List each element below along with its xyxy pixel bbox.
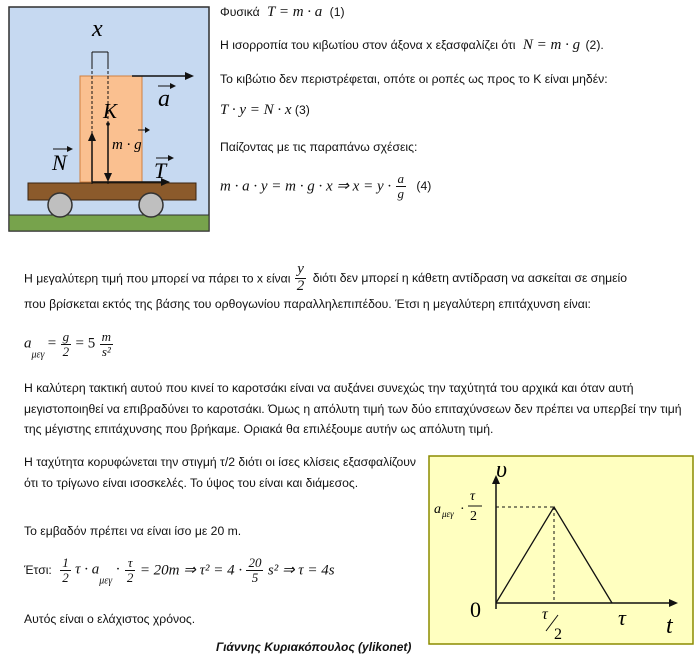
label-mg: m · g <box>112 137 142 153</box>
label-K: K <box>103 99 118 123</box>
label-t: t <box>666 613 673 639</box>
tau-half-num: τ <box>125 556 136 571</box>
twenty-fifths-den: 5 <box>251 569 259 585</box>
middle-line-1 <box>24 262 627 295</box>
label-amax-sub: μεγ <box>442 509 454 519</box>
amax-frac-den: 2 <box>62 343 70 359</box>
eq1-number: (1) <box>329 5 345 19</box>
label-x: x <box>92 16 103 42</box>
eq6-number: (4) <box>416 179 432 194</box>
eq-line-2 <box>220 37 604 54</box>
eq6-fraction <box>396 172 407 200</box>
label-half-tau-num: τ <box>542 606 548 623</box>
eq2-formula: N = m · g <box>522 37 581 53</box>
label-amax-frac-den: 2 <box>470 509 477 524</box>
etsi-equation <box>24 556 335 586</box>
one-half-den: 2 <box>62 569 69 585</box>
etsi-label: Έτσι: <box>24 563 52 578</box>
y-half-num: y <box>295 262 307 279</box>
etsi-middle: = 20m ⇒ τ² = 4 · <box>139 562 243 579</box>
amax-subscript: μεγ <box>31 349 45 361</box>
twenty-fifths-num: 20 <box>248 555 262 570</box>
etsi-end: s² ⇒ τ = 4s <box>267 562 335 579</box>
one-half-num: 1 <box>62 555 69 570</box>
middle-line-1a: Η μεγαλύτερη τιμή που μπορεί να πάρει το x είναι <box>24 271 291 286</box>
label-T: T <box>154 158 167 183</box>
label-v: υ <box>496 457 508 483</box>
etsi-tau-a: τ · a <box>75 561 100 578</box>
paragraph-strategy: Η καλύτερη τακτική αυτού που κινεί το καροτσάκι είναι να αυξάνει συνεχώς την ταχύτητά του αρχικά και όταν αυτή μεγιστοποιηθεί να επιβραδύνει το καροτσάκι. Όμως η απόλυτη τιμή των δύο επιταχύνσεων δεν πρέπει να υπερβεί την τιμή της μέγιστης επιτάχυνσης που βρήκαμε. Οριακά θα επιλέξουμε αυτήν ως απόλυτη τιμή. <box>24 381 682 436</box>
paragraph-peak: Η ταχύτητα κορυφώνεται την στιγμή τ/2 διότι οι ίσες κλίσεις εξασφαλίζουν ότι το τρίγωνο είναι ισοσκελές. Το ύψος του είναι και διάμεσος. <box>24 455 417 490</box>
graph-background <box>429 456 693 644</box>
twenty-fifths-fraction <box>246 556 263 584</box>
eq4-formula: T · y = N · x <box>220 102 292 118</box>
tau-half-fraction <box>125 556 136 584</box>
eq-line-1 <box>220 4 345 21</box>
paragraph-conclusion: Αυτός είναι ο ελάχιστος χρόνος. <box>24 612 196 626</box>
y-half-den: 2 <box>296 277 305 294</box>
label-amax-dot: · <box>460 502 465 517</box>
paragraph-area: Το εμβαδόν πρέπει να είναι ίσο με 20 m. <box>24 524 242 538</box>
cart-wheel-left <box>48 193 72 217</box>
eq-line-4 <box>220 102 310 119</box>
author-footer: Γιάννης Κυριακόπουλος (ylikonet) <box>216 640 412 654</box>
y-half-fraction <box>295 262 307 295</box>
eq6-frac-den: g <box>397 185 404 201</box>
amax-symbol: a <box>24 335 32 352</box>
label-amax: a <box>434 502 441 517</box>
label-tau: τ <box>618 605 626 630</box>
ground-strip <box>9 215 209 231</box>
cart-figure <box>8 6 210 232</box>
etsi-subscript: μεγ <box>99 575 113 587</box>
eq2-number: (2). <box>585 38 604 52</box>
crate-box <box>80 76 142 182</box>
label-origin: 0 <box>470 597 481 622</box>
amax-value: = 5 <box>75 335 96 352</box>
middle-line-1b: διότι δεν μπορεί η κάθετη αντίδραση να ασκείται σε σημείο <box>312 271 628 286</box>
label-a: a <box>158 86 170 112</box>
label-half-tau-den: 2 <box>554 626 562 643</box>
label-amax-frac-num: τ <box>470 489 476 504</box>
eq1-text: Φυσικά <box>220 5 260 19</box>
cart-wheel-right <box>139 193 163 217</box>
amax-frac-num: g <box>62 329 70 344</box>
etsi-dot: · <box>115 561 121 578</box>
amax-unit-num: m <box>101 329 112 344</box>
eq-line-3: Το κιβώτιο δεν περιστρέφεται, οπότε οι ροπές ως προς το Κ είναι μηδέν: <box>220 72 608 86</box>
middle-line-2: που βρίσκεται εκτός της βάσης του ορθογωνίου παραλληλεπιπέδου. Έτσι η μεγαλύτερη επιτάχυνση είναι: <box>24 297 591 311</box>
eq-line-6 <box>220 172 431 200</box>
eq4-number: (3) <box>294 103 310 117</box>
amax-unit <box>100 330 113 358</box>
amax-unit-den: s² <box>101 343 111 359</box>
eq2-text: Η ισορροπία του κιβωτίου στον άξονα x εξασφαλίζει ότι <box>220 38 516 52</box>
eq1-formula: T = m · a <box>267 4 323 20</box>
label-N: N <box>52 150 67 175</box>
tau-half-den: 2 <box>126 569 134 585</box>
one-half-fraction <box>60 556 71 584</box>
velocity-time-graph <box>428 455 694 645</box>
eq6-frac-num: a <box>397 171 404 186</box>
amax-eq-sign: = <box>47 335 57 352</box>
eq6-formula: m · a · y = m · g · x ⇒ x = y · <box>220 178 392 195</box>
amax-equation <box>24 330 114 360</box>
eq-line-5: Παίζοντας με τις παραπάνω σχέσεις: <box>220 140 418 154</box>
amax-fraction <box>61 330 72 358</box>
